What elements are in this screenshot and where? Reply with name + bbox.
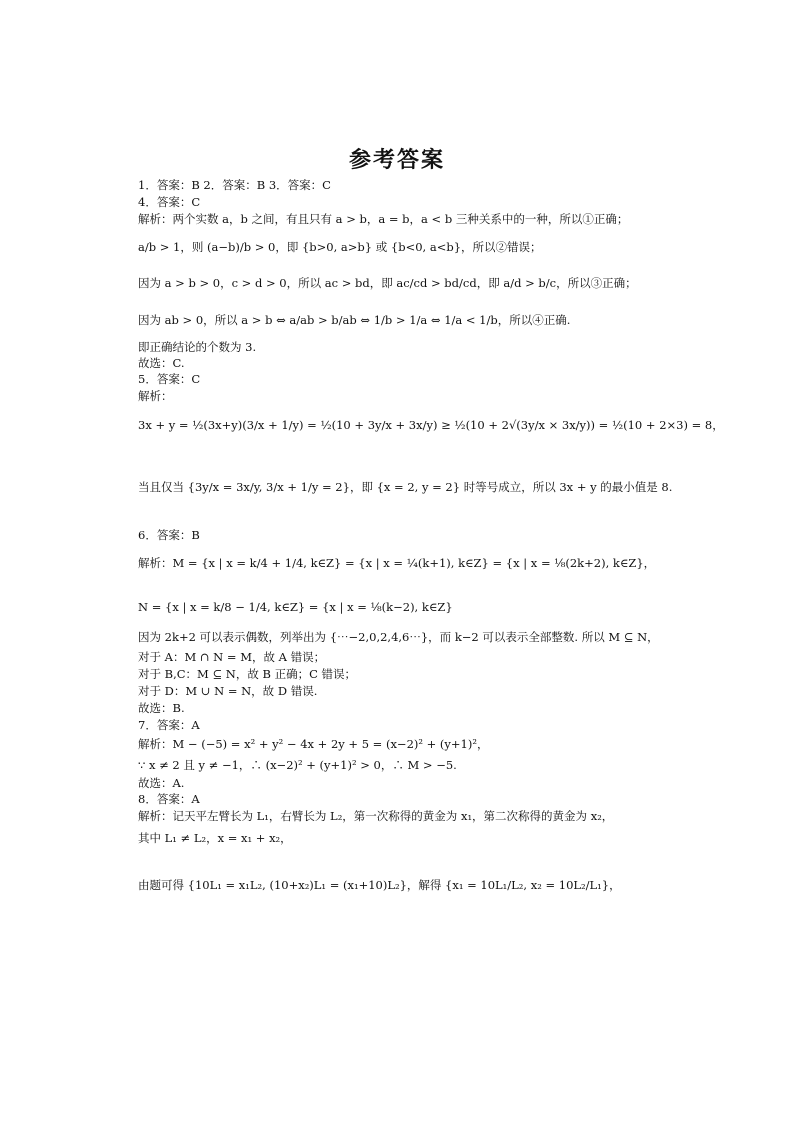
answer-4-statement-2: a/b > 1，则 (a−b)/b > 0，即 {b>0, a>b} 或 {b<0, a<b}，所以②错误； xyxy=(138,240,542,254)
answer-6-option-a: 对于 A：M ∩ N = M，故 A 错误； xyxy=(138,650,326,664)
answer-6-set-m: 解析：M = {x | x = k/4 + 1/4, k∈Z} = {x | x = ¼(k+1), k∈Z} = {x | x = ⅛(2k+2), k∈Z}， xyxy=(138,556,656,570)
answer-6-option-bc: 对于 B,C：M ⊆ N，故 B 正确；C 错误； xyxy=(138,667,357,681)
answer-4-statement-4: 因为 ab > 0，所以 a > b ⇔ a/ab > b/ab ⇔ 1/b > 1/a ⇔ 1/a < 1/b，所以④正确. xyxy=(138,313,571,327)
answer-6-option-d: 对于 D：M ∪ N = N，故 D 错误. xyxy=(138,684,318,698)
answer-5-header: 5．答案：C xyxy=(138,372,201,386)
answer-8-system: 由题可得 {10L₁ = x₁L₂, (10+x₂)L₁ = (x₁+10)L₂}，解得 {x₁ = 10L₁/L₂, x₂ = 10L₂/L₁}， xyxy=(138,878,621,892)
answer-4-analysis-intro: 解析：两个实数 a，b 之间，有且只有 a > b，a = b，a < b 三种关系中的一种，所以①正确； xyxy=(138,212,629,226)
answer-4-conclusion: 即正确结论的个数为 3. xyxy=(138,340,257,354)
answer-4-choice: 故选：C. xyxy=(138,356,185,370)
answers-1-3: 1．答案：B 2．答案：B 3．答案：C xyxy=(138,178,331,192)
answer-6-reasoning: 因为 2k+2 可以表示偶数，列举出为 {⋯−2,0,2,4,6⋯}，而 k−2 可以表示全部整数. 所以 M ⊆ N， xyxy=(138,630,659,644)
answer-8-definitions: 解析：记天平左臂长为 L₁，右臂长为 L₂，第一次称得的黄金为 x₁，第二次称得的黄金为 x₂， xyxy=(138,809,614,823)
answer-7-header: 7．答案：A xyxy=(138,718,200,732)
answer-6-set-n: N = {x | x = k/8 − 1/4, k∈Z} = {x | x = ⅛(k−2), k∈Z} xyxy=(138,600,453,614)
page-title: 参考答案 xyxy=(348,148,445,173)
answer-5-analysis-label: 解析： xyxy=(138,389,173,403)
answer-6-header: 6．答案：B xyxy=(138,528,200,542)
answer-6-choice: 故选：B. xyxy=(138,701,185,715)
answer-8-header: 8．答案：A xyxy=(138,792,200,806)
answer-8-conditions: 其中 L₁ ≠ L₂，x = x₁ + x₂， xyxy=(138,831,292,845)
answer-7-expression: 解析：M − (−5) = x² + y² − 4x + 2y + 5 = (x−2)² + (y+1)²， xyxy=(138,737,489,751)
answer-5-equality-condition: 当且仅当 {3y/x = 3x/y, 3/x + 1/y = 2}，即 {x = 2, y = 2} 时等号成立，所以 3x + y 的最小值是 8. xyxy=(138,480,673,494)
answer-4-header: 4．答案：C xyxy=(138,195,201,209)
answer-7-choice: 故选：A. xyxy=(138,776,185,790)
answer-7-reasoning: ∵ x ≠ 2 且 y ≠ −1，∴ (x−2)² + (y+1)² > 0，∴ M > −5. xyxy=(138,758,457,772)
answer-5-inequality: 3x + y = ½(3x+y)(3/x + 1/y) = ½(10 + 3y/x + 3x/y) ≥ ½(10 + 2√(3y/x × 3x/y)) = ½(10 + 2×3) = 8， xyxy=(138,418,724,432)
answer-4-statement-3: 因为 a > b > 0，c > d > 0，所以 ac > bd，即 ac/cd > bd/cd，即 a/d > b/c，所以③正确； xyxy=(138,276,637,290)
